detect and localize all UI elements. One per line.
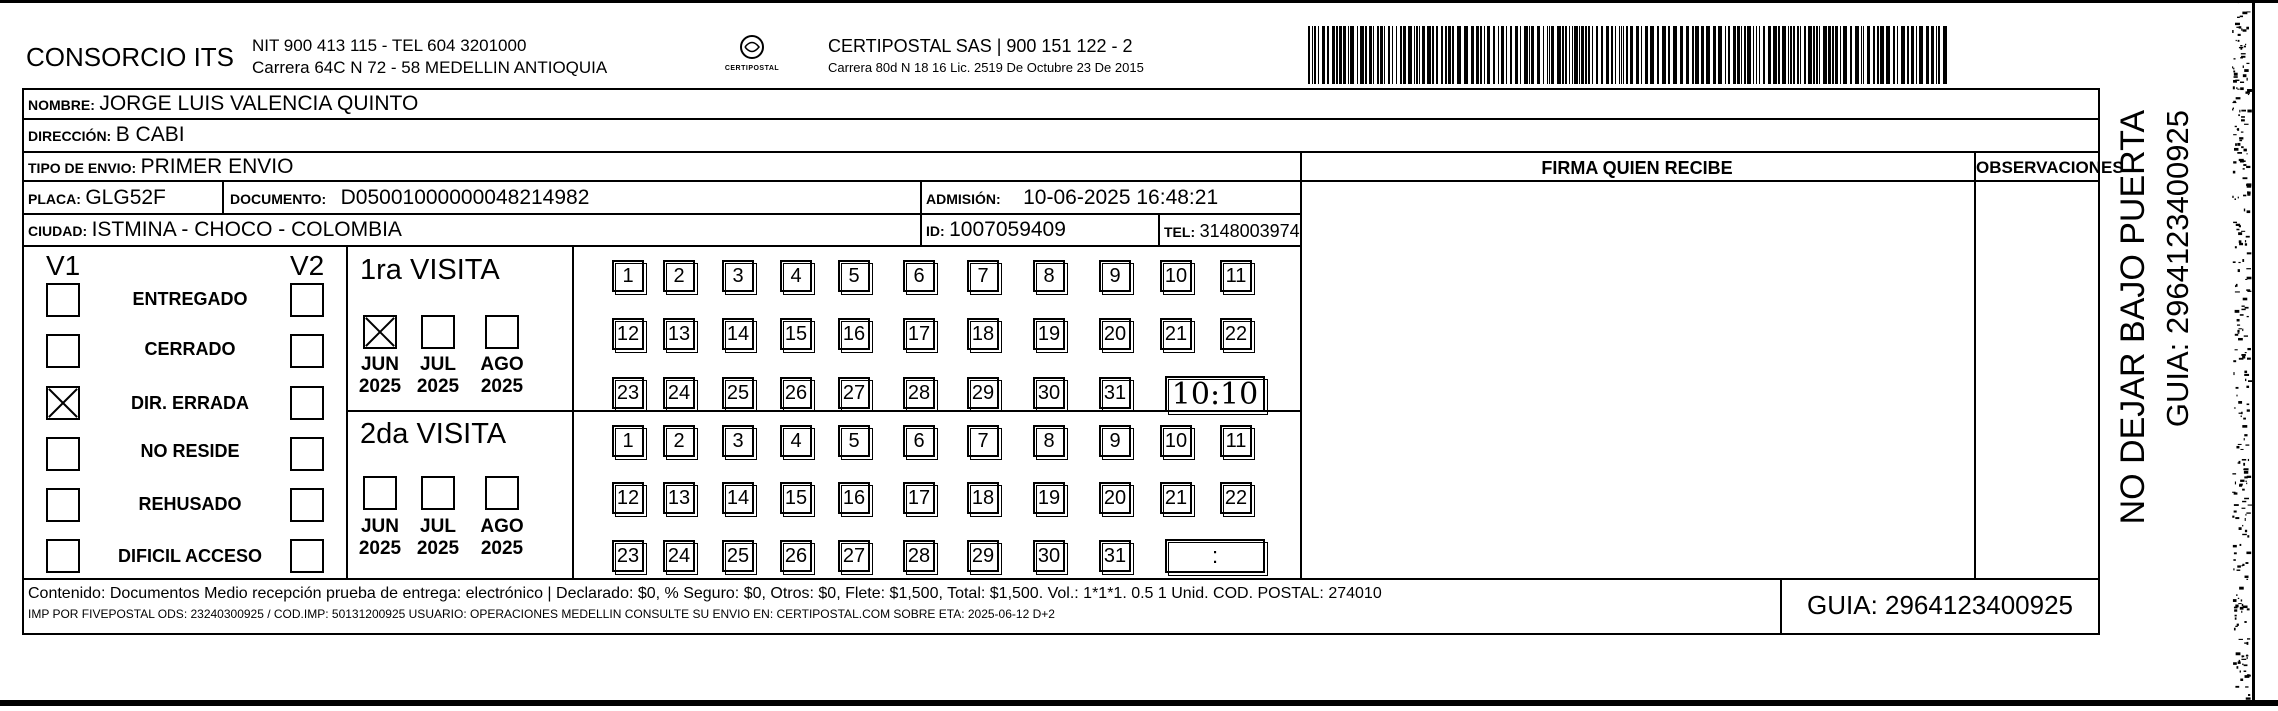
second-visit-day-9[interactable]: 9 — [1099, 425, 1131, 457]
cell-divider — [1158, 213, 1160, 245]
id-value: 1007059409 — [949, 218, 1066, 241]
placa-label: PLACA: — [28, 191, 81, 207]
v1-checkbox-dificil-acceso[interactable] — [46, 539, 80, 573]
first-visit-day-29[interactable]: 29 — [967, 377, 999, 409]
v2-checkbox-dificil-acceso[interactable] — [290, 539, 324, 573]
first-visit-day-25[interactable]: 25 — [722, 377, 754, 409]
second-visit-month-checkbox-jun[interactable] — [363, 476, 397, 510]
first-visit-day-17[interactable]: 17 — [903, 318, 935, 350]
first-visit-day-1[interactable]: 1 — [612, 260, 644, 292]
second-visit-day-3[interactable]: 3 — [722, 425, 754, 457]
admision-value: 10-06-2025 16:48:21 — [1023, 186, 1219, 209]
first-visit-time: 10:10 — [1171, 376, 1259, 412]
first-visit-day-12[interactable]: 12 — [612, 318, 644, 350]
second-visit-day-30[interactable]: 30 — [1033, 540, 1065, 572]
second-visit-day-25[interactable]: 25 — [722, 540, 754, 572]
second-visit-day-20[interactable]: 20 — [1099, 482, 1131, 514]
logo-emblem-icon — [737, 34, 767, 60]
v2-checkbox-entregado[interactable] — [290, 283, 324, 317]
status-label-no-reside: NO RESIDE — [140, 441, 240, 461]
nombre-label: NOMBRE: — [28, 97, 95, 113]
second-visit-day-31[interactable]: 31 — [1099, 540, 1131, 572]
first-visit-day-18[interactable]: 18 — [967, 318, 999, 350]
status-label-cerrado: CERRADO — [144, 339, 236, 359]
side-vertical-text — [2108, 110, 2218, 630]
second-visit-day-7[interactable]: 7 — [967, 425, 999, 457]
first-visit-day-11[interactable]: 11 — [1220, 260, 1252, 292]
second-visit-day-12[interactable]: 12 — [612, 482, 644, 514]
cell-divider — [920, 180, 922, 245]
tipo-label: TIPO DE ENVIO: — [28, 160, 137, 176]
first-visit-day-26[interactable]: 26 — [780, 377, 812, 409]
sheet-right-border — [2252, 0, 2255, 706]
v1-header: V1 — [46, 250, 81, 281]
second-visit-day-2[interactable]: 2 — [663, 425, 695, 457]
row-divider — [22, 180, 1300, 182]
id-label: ID: — [926, 223, 945, 239]
first-visit-day-28[interactable]: 28 — [903, 377, 935, 409]
first-visit-day-5[interactable]: 5 — [838, 260, 870, 292]
sheet-bottom-border — [0, 700, 2278, 706]
nombre-row — [28, 92, 418, 116]
second-visit-day-6[interactable]: 6 — [903, 425, 935, 457]
documento-field — [230, 186, 589, 210]
first-visit-month-checkbox-ago[interactable] — [485, 315, 519, 349]
second-visit-month-checkbox-ago[interactable] — [485, 476, 519, 510]
logo-text: CERTIPOSTAL — [724, 65, 780, 72]
v2-header: V2 — [290, 250, 325, 281]
placa-value: GLG52F — [85, 186, 166, 209]
first-visit-title: 1ra VISITA — [360, 254, 500, 286]
first-visit-time-box[interactable] — [1165, 376, 1265, 412]
second-visit-day-5[interactable]: 5 — [838, 425, 870, 457]
footer-content-line: Contenido: Documentos Medio recepción prueba de entrega: electrónico | Declarado: $0, % Seguro: $0, Otros: $0, Flete: $1,500, Total: $1,500. Vol.: 1*1*1. 0.5 1 Unid. COD. POSTAL: 274010 — [28, 585, 1382, 602]
first-visit-day-14[interactable]: 14 — [722, 318, 754, 350]
second-visit-title: 2da VISITA — [360, 418, 507, 450]
first-visit-day-8[interactable]: 8 — [1033, 260, 1065, 292]
status-label-dir-errada: DIR. ERRADA — [130, 393, 249, 413]
month-label: AGO 2025 — [480, 354, 524, 397]
second-visit-day-21[interactable]: 21 — [1160, 482, 1192, 514]
sheet-top-border — [0, 0, 2278, 3]
second-visit-day-4[interactable]: 4 — [780, 425, 812, 457]
direccion-label: DIRECCIÓN: — [28, 128, 112, 144]
first-visit-day-23[interactable]: 23 — [612, 377, 644, 409]
second-visit-day-29[interactable]: 29 — [967, 540, 999, 572]
second-visit-day-19[interactable]: 19 — [1033, 482, 1065, 514]
cell-divider — [222, 180, 224, 213]
second-visit-day-18[interactable]: 18 — [967, 482, 999, 514]
first-visit-day-9[interactable]: 9 — [1099, 260, 1131, 292]
company-line2: Carrera 64C N 72 - 58 MEDELLIN ANTIOQUIA — [252, 58, 608, 77]
first-visit-day-10[interactable]: 10 — [1160, 260, 1192, 292]
second-visit-day-22[interactable]: 22 — [1220, 482, 1252, 514]
first-visit-day-31[interactable]: 31 — [1099, 377, 1131, 409]
nombre-value: JORGE LUIS VALENCIA QUINTO — [99, 92, 419, 115]
direccion-value: B CABI — [115, 123, 185, 146]
placa-field — [28, 186, 166, 210]
v2-checkbox-no-reside[interactable] — [290, 437, 324, 471]
second-visit-day-13[interactable]: 13 — [663, 482, 695, 514]
first-visit-day-22[interactable]: 22 — [1220, 318, 1252, 350]
row-divider — [22, 151, 2100, 153]
v2-checkbox-cerrado[interactable] — [290, 334, 324, 368]
row-divider — [22, 118, 2100, 120]
first-visit-day-7[interactable]: 7 — [967, 260, 999, 292]
status-label-entregado: ENTREGADO — [132, 289, 248, 309]
no-dejar-bajo-puerta: NO DEJAR BAJO PUERTA — [2114, 110, 2152, 525]
signature-area[interactable] — [1302, 182, 1972, 577]
first-visit-day-24[interactable]: 24 — [663, 377, 695, 409]
month-label: JUN 2025 — [358, 354, 402, 397]
side-guia: GUIA: 2964123400925 — [2160, 110, 2195, 428]
first-visit-day-19[interactable]: 19 — [1033, 318, 1065, 350]
v1-checkbox-dir-errada[interactable] — [46, 386, 80, 420]
first-visit-day-6[interactable]: 6 — [903, 260, 935, 292]
visit-row-divider — [346, 410, 1300, 412]
second-visit-day-14[interactable]: 14 — [722, 482, 754, 514]
observaciones-header: OBSERVACIONES — [1976, 158, 2124, 177]
barcode — [1308, 26, 1950, 84]
second-visit-day-17[interactable]: 17 — [903, 482, 935, 514]
first-visit-day-27[interactable]: 27 — [838, 377, 870, 409]
month-label: JUN 2025 — [358, 516, 402, 559]
firma-header: FIRMA QUIEN RECIBE — [1541, 158, 1733, 178]
month-label: JUL 2025 — [416, 516, 460, 559]
status-label-rehusado: REHUSADO — [138, 494, 242, 514]
company-name: CONSORCIO ITS — [26, 42, 235, 72]
second-visit-time: : — [1211, 543, 1219, 568]
v2-checkbox-dir-errada[interactable] — [290, 386, 324, 420]
footer-print-line: IMP POR FIVEPOSTAL ODS: 23240300925 / COD.IMP: 50131200925 USUARIO: OPERACIONES MEDELLIN CONSULTE SU ENVIO EN: CERTIPOSTAL.COM SOBRE ETA: 2025-06-12 D+2 — [28, 607, 1055, 621]
row-divider — [22, 578, 2100, 580]
second-visit-day-16[interactable]: 16 — [838, 482, 870, 514]
admision-label: ADMISIÓN: — [926, 191, 1001, 207]
ciudad-value: ISTMINA - CHOCO - COLOMBIA — [91, 218, 402, 241]
company-line1: NIT 900 413 115 - TEL 604 3201000 — [252, 36, 527, 55]
v1-checkbox-no-reside[interactable] — [46, 437, 80, 471]
status-label-dificil-acceso: DIFICIL ACCESO — [117, 546, 262, 566]
first-visit-day-3[interactable]: 3 — [722, 260, 754, 292]
second-visit-day-1[interactable]: 1 — [612, 425, 644, 457]
first-visit-month-checkbox-jun[interactable] — [363, 315, 397, 349]
tel-label: TEL: — [1164, 224, 1196, 240]
second-visit-day-27[interactable]: 27 — [838, 540, 870, 572]
observaciones-area[interactable] — [1976, 182, 2098, 577]
direccion-row — [28, 123, 185, 147]
first-visit-day-13[interactable]: 13 — [663, 318, 695, 350]
tel-field — [1164, 221, 1300, 242]
footer-guia: GUIA: 2964123400925 — [1807, 590, 2073, 620]
row-divider — [22, 213, 1300, 215]
ciudad-label: CIUDAD: — [28, 223, 88, 239]
carrier-line1: CERTIPOSTAL SAS | 900 151 122 - 2 — [828, 36, 1133, 56]
tipo-row — [28, 155, 293, 179]
second-visit-day-24[interactable]: 24 — [663, 540, 695, 572]
first-visit-day-16[interactable]: 16 — [838, 318, 870, 350]
certipostal-logo — [722, 34, 782, 80]
first-visit-day-2[interactable]: 2 — [663, 260, 695, 292]
first-visit-day-15[interactable]: 15 — [780, 318, 812, 350]
second-visit-day-11[interactable]: 11 — [1220, 425, 1252, 457]
documento-value: D05001000000048214982 — [340, 186, 590, 209]
second-visit-day-26[interactable]: 26 — [780, 540, 812, 572]
second-visit-day-15[interactable]: 15 — [780, 482, 812, 514]
carrier-line2: Carrera 80d N 18 16 Lic. 2519 De Octubre 23 De 2015 — [828, 60, 1144, 75]
second-visit-day-28[interactable]: 28 — [903, 540, 935, 572]
tipo-value: PRIMER ENVIO — [140, 155, 294, 178]
month-label: JUL 2025 — [416, 354, 460, 397]
second-visit-month-checkbox-jul[interactable] — [421, 476, 455, 510]
second-visit-day-8[interactable]: 8 — [1033, 425, 1065, 457]
v1-checkbox-cerrado[interactable] — [46, 334, 80, 368]
v1-checkbox-entregado[interactable] — [46, 283, 80, 317]
first-visit-day-4[interactable]: 4 — [780, 260, 812, 292]
first-visit-month-checkbox-jul[interactable] — [421, 315, 455, 349]
documento-label: DOCUMENTO: — [230, 191, 327, 207]
v2-checkbox-rehusado[interactable] — [290, 488, 324, 522]
scan-noise — [2228, 0, 2252, 706]
month-label: AGO 2025 — [480, 516, 524, 559]
v1-checkbox-rehusado[interactable] — [46, 488, 80, 522]
id-field — [926, 218, 1066, 242]
second-visit-day-10[interactable]: 10 — [1160, 425, 1192, 457]
first-visit-day-21[interactable]: 21 — [1160, 318, 1192, 350]
admision-field — [926, 186, 1218, 210]
second-visit-day-23[interactable]: 23 — [612, 540, 644, 572]
row-divider — [22, 245, 1300, 247]
first-visit-day-20[interactable]: 20 — [1099, 318, 1131, 350]
first-visit-day-30[interactable]: 30 — [1033, 377, 1065, 409]
second-visit-time-box[interactable] — [1165, 539, 1265, 573]
ciudad-field — [28, 218, 402, 242]
tel-value: 3148003974 — [1199, 221, 1300, 241]
